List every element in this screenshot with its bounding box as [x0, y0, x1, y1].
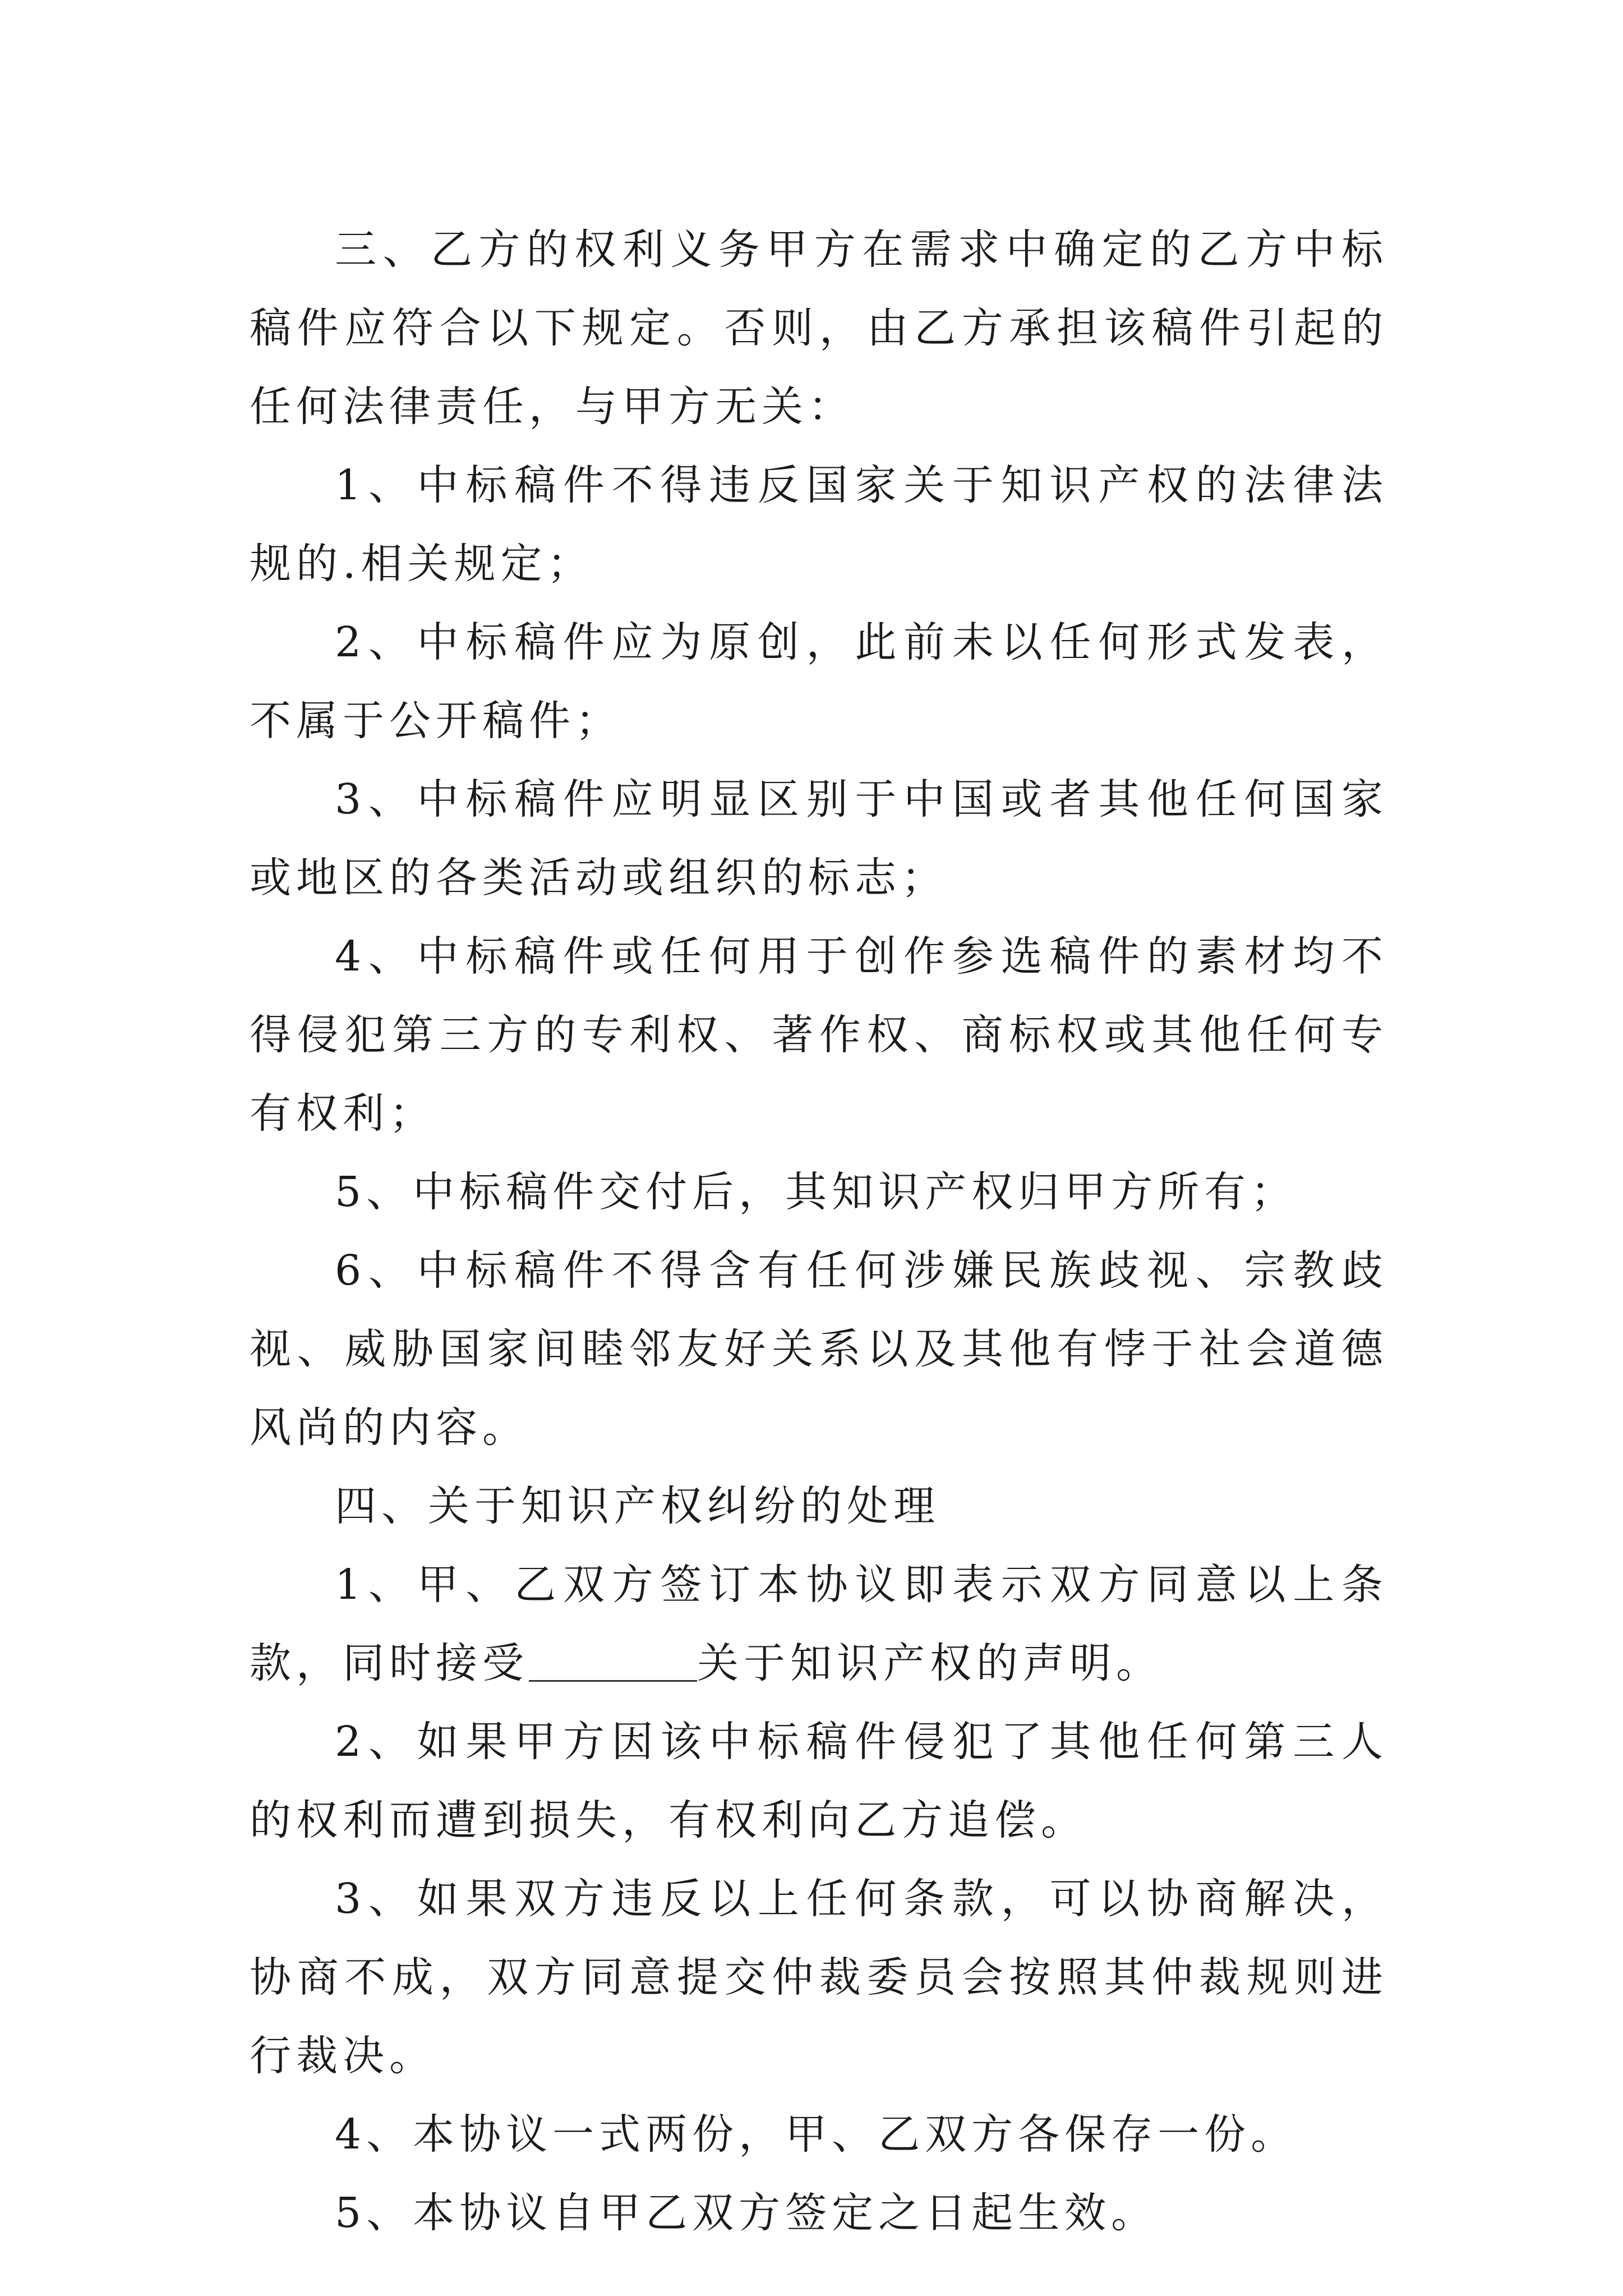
fill-in-blank-line — [529, 1639, 697, 1682]
clause-4-4: 4、本协议一式两份，甲、乙双方各保存一份。 — [335, 2110, 1298, 2159]
clause-4-1-text-after: 关于知识产权的声明。 — [697, 1639, 1163, 1687]
clause-3-1: 1、中标稿件不得违反国家关于知识产权的法律法规的.相关规定； — [250, 461, 1388, 588]
clause-3-3: 3、中标稿件应明显区别于中国或者其他任何国家或地区的各类活动或组织的标志； — [250, 775, 1388, 902]
clause-4-1 — [250, 1545, 1388, 1703]
section-3-intro: 三、乙方的权利义务甲方在需求中确定的乙方中标稿件应符合以下规定。否则，由乙方承担该稿件引起的任何法律责任，与甲方无关： — [250, 226, 1388, 431]
clause-4-2: 2、如果甲方因该中标稿件侵犯了其他任何第三人的权利而遭到损失，有权利向乙方追偿。 — [250, 1718, 1388, 1844]
clause-4-1-text-before: 1、甲、乙双方签订本协议即表示双方同意以上条款，同时接受 — [250, 1561, 1388, 1687]
clause-3-4: 4、中标稿件或任何用于创作参选稿件的素材均不得侵犯第三方的专利权、著作权、商标权或其他任何专有权利； — [250, 932, 1388, 1138]
document-body — [250, 210, 1388, 2252]
clause-4-5: 5、本协议自甲乙双方签定之日起生效。 — [335, 2189, 1158, 2237]
clause-3-6: 6、中标稿件不得含有任何涉嫌民族歧视、宗教歧视、威胁国家间睦邻友好关系以及其他有悖于社会道德风尚的内容。 — [250, 1246, 1388, 1452]
section-4-heading: 四、关于知识产权纠纷的处理 — [335, 1482, 940, 1530]
clause-3-5: 5、中标稿件交付后，其知识产权归甲方所有； — [335, 1168, 1298, 1216]
clause-4-3: 3、如果双方违反以上任何条款，可以协商解决，协商不成，双方同意提交仲裁委员会按照其仲裁规则进行裁决。 — [250, 1875, 1388, 2080]
clause-3-2: 2、中标稿件应为原创，此前未以任何形式发表，不属于公开稿件； — [250, 618, 1388, 745]
